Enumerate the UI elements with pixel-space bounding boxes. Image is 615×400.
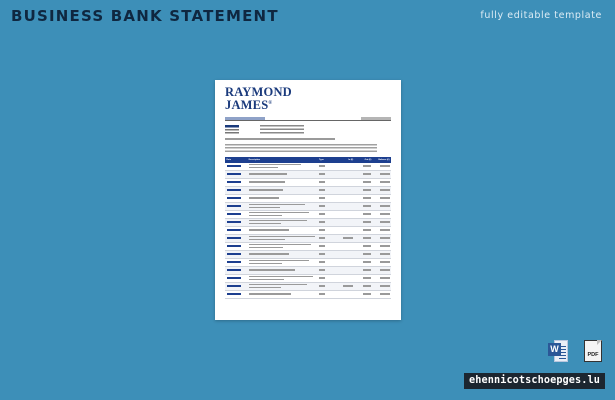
table-cell [355,267,373,275]
table-row [225,187,391,195]
website-watermark: ehennicotschoepges.lu [464,373,605,389]
table-cell [247,283,317,291]
table-cell [337,195,355,203]
transactions-table [225,157,391,299]
table-cell [355,235,373,243]
table-cell [355,251,373,259]
col-header-type: Type [318,157,337,163]
table-cell [318,283,337,291]
table-cell [373,195,391,203]
table-cell [225,275,247,283]
table-cell [225,235,247,243]
table-cell [225,219,247,227]
table-cell [355,243,373,251]
table-cell [355,179,373,187]
statement-label-placeholder [225,117,265,120]
table-row [225,291,391,299]
table-cell [318,275,337,283]
table-cell [373,259,391,267]
table-cell [373,187,391,195]
table-cell [225,203,247,211]
table-cell [337,219,355,227]
col-header-description: Description [247,157,317,163]
table-cell [337,275,355,283]
table-cell [247,211,317,219]
table-row [225,203,391,211]
table-cell [373,235,391,243]
word-badge: W [548,343,561,356]
table-cell [318,219,337,227]
table-cell [318,179,337,187]
table-cell [373,267,391,275]
pdf-label: PDF [587,352,599,358]
transactions-body [225,163,391,299]
table-cell [225,179,247,187]
table-cell [337,227,355,235]
table-cell [318,203,337,211]
table-cell [373,291,391,299]
page-title: BUSINESS BANK STATEMENT [11,7,279,25]
table-cell [337,211,355,219]
account-holder-block [225,125,239,136]
pdf-document-icon[interactable] [584,340,604,362]
header-rule [225,120,391,121]
table-row [225,251,391,259]
table-row [225,267,391,275]
table-cell [247,179,317,187]
table-cell [337,291,355,299]
table-cell [373,203,391,211]
table-cell [337,267,355,275]
table-cell [225,163,247,171]
table-cell [247,163,317,171]
table-cell [355,227,373,235]
table-cell [247,235,317,243]
table-cell [373,251,391,259]
table-cell [337,243,355,251]
table-cell [373,171,391,179]
table-row [225,243,391,251]
table-cell [318,187,337,195]
table-cell [337,203,355,211]
notice-line [225,138,335,140]
statement-document-preview[interactable] [215,80,401,320]
table-cell [355,283,373,291]
table-cell [337,235,355,243]
table-row [225,179,391,187]
table-cell [318,259,337,267]
table-cell [337,179,355,187]
raymond-james-logo [225,87,292,111]
table-cell [373,219,391,227]
table-cell [247,171,317,179]
table-cell [247,187,317,195]
table-cell [355,211,373,219]
statement-intro-paragraph [225,144,377,152]
table-cell [225,227,247,235]
table-cell [247,195,317,203]
table-cell [373,243,391,251]
table-cell [225,251,247,259]
table-cell [247,203,317,211]
table-cell [247,259,317,267]
table-cell [373,211,391,219]
bank-address-block [260,125,304,134]
table-cell [355,163,373,171]
col-header-out: Out (£) [355,157,373,163]
table-cell [318,267,337,275]
table-cell [337,251,355,259]
table-row [225,211,391,219]
table-cell [318,163,337,171]
table-cell [225,291,247,299]
statement-date-placeholder [361,117,391,120]
logo-line-1: RAYMOND [225,85,292,99]
table-row [225,227,391,235]
table-cell [225,187,247,195]
table-cell [225,211,247,219]
table-cell [337,259,355,267]
table-cell [225,243,247,251]
table-cell [318,235,337,243]
table-cell [318,243,337,251]
table-row [225,259,391,267]
table-row [225,219,391,227]
table-cell [373,275,391,283]
table-cell [247,227,317,235]
table-cell [318,211,337,219]
table-cell [373,283,391,291]
table-cell [355,259,373,267]
pdf-fold [597,340,602,345]
table-row [225,283,391,291]
table-row [225,195,391,203]
table-cell [247,291,317,299]
table-cell [225,267,247,275]
table-cell [337,163,355,171]
table-cell [355,187,373,195]
table-cell [225,283,247,291]
table-cell [337,171,355,179]
table-cell [355,195,373,203]
col-header-in: In (£) [337,157,355,163]
table-cell [225,195,247,203]
table-cell [318,291,337,299]
table-cell [225,171,247,179]
table-cell [247,251,317,259]
table-cell [225,259,247,267]
table-cell [318,171,337,179]
table-cell [318,227,337,235]
table-cell [355,219,373,227]
logo-line-2: JAMES® [225,98,273,113]
table-cell [355,203,373,211]
table-cell [337,283,355,291]
table-cell [247,275,317,283]
table-cell [373,227,391,235]
col-header-balance: Balance (£) [373,157,391,163]
table-cell [247,267,317,275]
word-document-icon[interactable] [548,340,568,362]
table-row [225,235,391,243]
table-cell [373,163,391,171]
table-row [225,275,391,283]
table-cell [318,195,337,203]
table-row [225,171,391,179]
col-header-date: Date [225,157,247,163]
table-cell [318,251,337,259]
table-cell [355,171,373,179]
table-cell [247,219,317,227]
table-cell [355,275,373,283]
page-subtitle: fully editable template [480,10,602,21]
table-cell [355,291,373,299]
table-cell [247,243,317,251]
table-row [225,163,391,171]
table-cell [337,187,355,195]
table-cell [373,179,391,187]
